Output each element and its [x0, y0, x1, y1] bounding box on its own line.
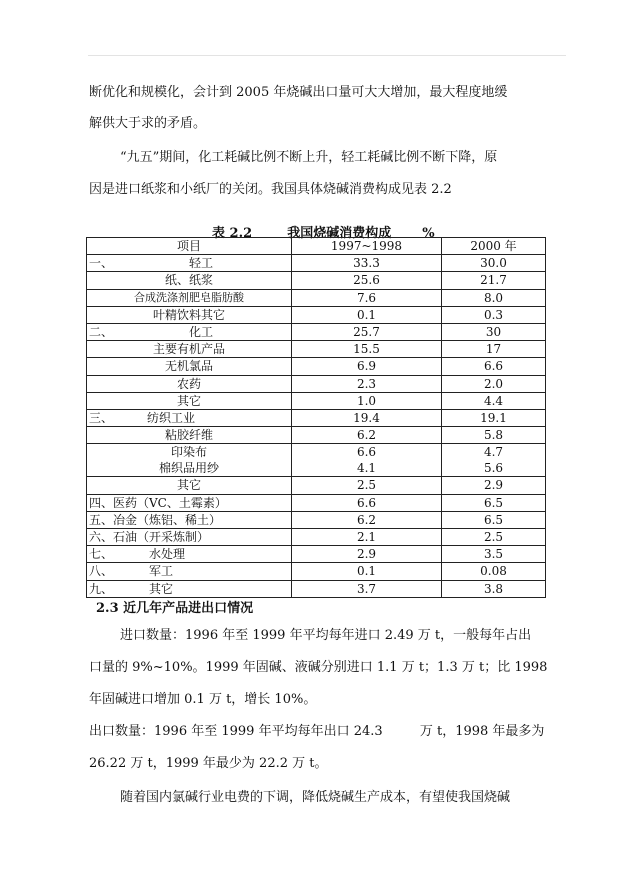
value-1997: 0.1	[292, 563, 442, 580]
value-2000: 30.0	[442, 255, 546, 272]
row-label: 印染布	[170, 445, 207, 460]
table-row	[87, 427, 546, 444]
row-label: 水处理	[149, 547, 186, 562]
consumption-table	[86, 237, 546, 598]
row-label: 主要有机产品	[87, 341, 292, 358]
row-label: 轻工	[189, 256, 214, 271]
row-label: 其它	[87, 392, 292, 409]
value-1997: 6.2	[292, 511, 442, 528]
row-label: 其它	[87, 477, 292, 494]
table-row	[87, 392, 546, 409]
row-number: 一、	[89, 256, 114, 271]
value-2000: 3.8	[442, 580, 546, 597]
value-1997: 6.2	[292, 427, 442, 444]
value-1997: 6.6	[356, 445, 377, 460]
value-2000-2: 5.6	[483, 461, 504, 476]
row-label: 叶精饮料其它	[87, 306, 292, 323]
value-1997: 0.1	[292, 306, 442, 323]
value-2000: 0.3	[442, 306, 546, 323]
imports-line1: 进口数量：1996 年至 1999 年平均每年进口 2.49 万 t，一般每年占出	[120, 628, 532, 643]
row-label: 化工	[189, 325, 214, 340]
value-2000: 2.9	[442, 477, 546, 494]
value-2000: 4.4	[442, 392, 546, 409]
value-2000: 6.5	[442, 511, 546, 528]
section-heading: 2.3 近几年产品进出口情况	[96, 601, 254, 616]
value-2000: 2.0	[442, 375, 546, 392]
value-2000: 30	[442, 324, 546, 341]
header-2000: 2000 年	[442, 238, 546, 255]
table-row	[87, 563, 546, 580]
value-2000: 4.7	[483, 445, 504, 460]
value-2000: 6.5	[442, 494, 546, 511]
row-label: 农药	[87, 375, 292, 392]
table-row	[87, 477, 546, 494]
value-1997: 2.5	[292, 477, 442, 494]
row-label-2: 棉织品用纱	[158, 461, 219, 476]
row-label: 五、冶金（炼铝、稀土）	[87, 511, 292, 528]
table-row	[87, 444, 546, 477]
value-2000: 19.1	[442, 410, 546, 427]
row-label: 纺织工业	[147, 411, 196, 426]
value-1997: 7.6	[292, 289, 442, 306]
value-2000: 2.5	[442, 529, 546, 546]
table-row	[87, 410, 546, 427]
table-row	[87, 529, 546, 546]
value-1997: 2.3	[292, 375, 442, 392]
value-2000: 17	[442, 341, 546, 358]
row-label: 无机氯品	[87, 358, 292, 375]
value-1997: 2.9	[292, 546, 442, 563]
value-1997: 6.6	[292, 494, 442, 511]
table-row	[87, 289, 546, 306]
value-1997: 2.1	[292, 529, 442, 546]
row-label: 四、医药（VC、土霉素）	[87, 494, 292, 511]
header-1997-1998: 1997~1998	[292, 238, 442, 255]
table-row	[87, 324, 546, 341]
row-number: 三、	[89, 411, 114, 426]
row-number: 七、	[89, 547, 114, 562]
table-caption-title: 我国烧碱消费构成	[287, 226, 392, 241]
table-caption-label: 表 2.2	[212, 226, 253, 241]
table-row	[87, 358, 546, 375]
value-2000: 21.7	[442, 272, 546, 289]
para1-line2: 解供大于求的矛盾。	[89, 116, 207, 131]
value-1997: 6.9	[292, 358, 442, 375]
table-row	[87, 375, 546, 392]
value-1997: 25.7	[292, 324, 442, 341]
value-1997-2: 4.1	[356, 461, 377, 476]
exports-line2: 26.22 万 t，1999 年最少为 22.2 万 t。	[89, 756, 328, 771]
table-row	[87, 580, 546, 597]
header-item: 项目	[87, 238, 292, 255]
table-row	[87, 255, 546, 272]
row-label: 六、石油（开采炼制）	[87, 529, 292, 546]
value-2000: 6.6	[442, 358, 546, 375]
table-header-row	[87, 238, 546, 255]
row-number: 八、	[89, 564, 114, 579]
value-2000: 8.0	[442, 289, 546, 306]
row-label: 纸、纸浆	[87, 272, 292, 289]
table-caption-unit: %	[422, 226, 435, 241]
table-row	[87, 546, 546, 563]
value-2000: 3.5	[442, 546, 546, 563]
row-label: 合成洗涤剂肥皂脂肪酸	[87, 289, 292, 306]
row-number: 九、	[89, 581, 114, 596]
table-row	[87, 306, 546, 323]
para2-line2: 因是进口纸浆和小纸厂的关闭。我国具体烧碱消费构成见表 2.2	[89, 182, 452, 197]
row-label: 粘胶纤维	[87, 427, 292, 444]
row-number: 二、	[89, 325, 114, 340]
row-label: 其它	[149, 581, 174, 596]
value-2000: 5.8	[442, 427, 546, 444]
table-row	[87, 272, 546, 289]
value-2000: 0.08	[442, 563, 546, 580]
imports-line2: 口量的 9%~10%。1999 年固碱、液碱分别进口 1.1 万 t；1.3 万 t；比 1998	[89, 660, 548, 675]
table-row	[87, 511, 546, 528]
value-1997: 19.4	[292, 410, 442, 427]
value-1997: 15.5	[292, 341, 442, 358]
value-1997: 33.3	[292, 255, 442, 272]
imports-line3: 年固碱进口增加 0.1 万 t，增长 10%。	[89, 692, 317, 707]
para1-line1: 断优化和规模化，会计到 2005 年烧碱出口量可大大增加，最大程度地缓	[89, 85, 508, 100]
exports-line1: 出口数量：1996 年至 1999 年平均每年出口 24.3 万 t，1998 年最多为	[89, 724, 545, 739]
para2-line1: “九五”期间，化工耗碱比例不断上升，轻工耗碱比例不断下降，原	[120, 150, 498, 165]
value-1997: 25.6	[292, 272, 442, 289]
value-1997: 1.0	[292, 392, 442, 409]
value-1997: 3.7	[292, 580, 442, 597]
row-label: 军工	[149, 564, 174, 579]
table-row	[87, 494, 546, 511]
table-row	[87, 341, 546, 358]
header-rule	[88, 55, 566, 56]
para-last-line1: 随着国内氯碱行业电费的下调，降低烧碱生产成本，有望使我国烧碱	[120, 790, 511, 805]
